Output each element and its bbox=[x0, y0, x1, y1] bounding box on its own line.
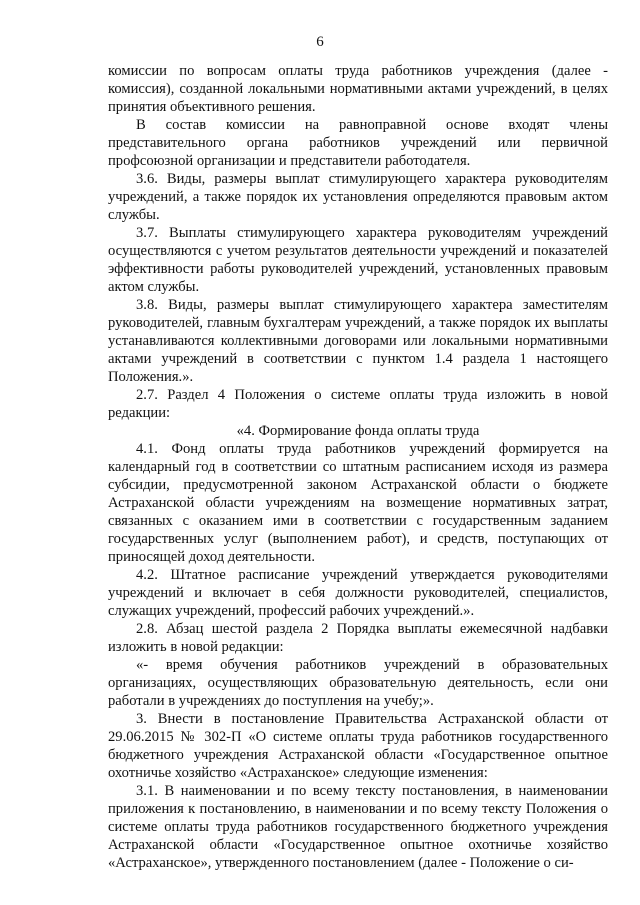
paragraph: 3.1. В наименовании и по всему тексту постановления, в наименовании приложения к постановлению, в наименовании и по всему тексту Положения о системе оплаты труда работников государственного бюджетного учреждения Астраханской области «Государственное опытное охотничье хозяйство «Астраханское», утвержденного постановлением (далее - Положение о си- bbox=[108, 783, 608, 871]
paragraph: В состав комиссии на равноправной основе входят члены представительного органа работников учреждений или первичной профсоюзной организации и представители работодателя. bbox=[108, 117, 608, 169]
paragraph: 3.6. Виды, размеры выплат стимулирующего характера руководителям учреждений, а также порядок их установления определяются правовым актом службы. bbox=[108, 171, 608, 223]
paragraph: 3.8. Виды, размеры выплат стимулирующего характера заместителям руководителей, главным бухгалтерам учреждений, а также порядок их выплаты устанавливаются коллективными договорами или локальными нормативными актами учреждений в соответствии с пунктом 1.4 раздела 1 настоящего Положения.». bbox=[108, 297, 608, 385]
paragraph: 3.7. Выплаты стимулирующего характера руководителям учреждений осуществляются с учетом результатов деятельности учреждений и показателей эффективности работы руководителей учреждений, установленных правовым актом службы. bbox=[108, 225, 608, 295]
paragraph: 2.8. Абзац шестой раздела 2 Порядка выплаты ежемесячной надбавки изложить в новой редакции: bbox=[108, 621, 608, 655]
page-number: 6 bbox=[316, 34, 324, 50]
paragraph: 2.7. Раздел 4 Положения о системе оплаты труда изложить в новой редакции: bbox=[108, 387, 608, 421]
section-heading: «4. Формирование фонда оплаты труда bbox=[236, 423, 480, 439]
document-body bbox=[108, 62, 608, 872]
paragraph: 4.2. Штатное расписание учреждений утверждается руководителями учреждений и включает в себя должности руководителей, специалистов, служащих учреждений, профессий рабочих учреждений.». bbox=[108, 567, 608, 619]
paragraph: 4.1. Фонд оплаты труда работников учреждений формируется на календарный год в соответствии со штатным расписанием исходя из размера субсидии, предусмотренной законом Астраханской области о бюджете Астраханской области учреждениям на возмещение нормативных затрат, связанных с оказанием ими в соответствии с государственным заданием государственных услуг (выполнением работ), и средств, поступающих от приносящей доход деятельности. bbox=[108, 441, 608, 565]
paragraph: «- время обучения работников учреждений в образовательных организациях, осуществляющих образовательную деятельность, если они работали в учреждениях до поступления на учебу;». bbox=[108, 657, 608, 709]
paragraph: 3. Внести в постановление Правительства Астраханской области от 29.06.2015 № 302-П «О системе оплаты труда работников государственного бюджетного учреждения Астраханской области «Государственное опытное охотничье хозяйство «Астраханское» следующие изменения: bbox=[108, 711, 608, 781]
paragraph: комиссии по вопросам оплаты труда работников учреждения (далее - комиссия), созданной локальными нормативными актами учреждений, в целях принятия объективного решения. bbox=[108, 63, 608, 115]
